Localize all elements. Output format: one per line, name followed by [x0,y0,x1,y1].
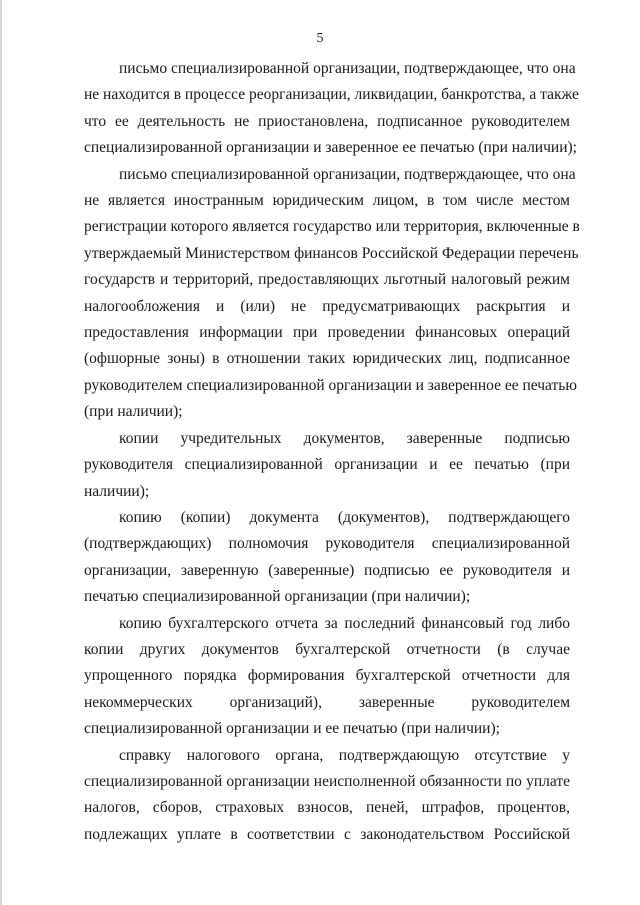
paragraph-tax-certificate [84,743,570,849]
text-line: (подтверждающих) полномочия руководителя специализированной [84,535,570,553]
text-line: печатью специализированной организации (при наличии); [84,588,471,606]
text-line: специализированной организации и заверенное ее печатью (при наличии); [84,139,577,157]
text-line: наличии); [84,482,150,500]
text-line: копии других документов бухгалтерской отчетности (в случае [84,640,570,658]
text-line: регистрации которого является государство или территория, включенные в [84,218,580,236]
paragraph-authority-documents [84,505,570,611]
text-line: специализированной организации и ее печатью (при наличии); [84,720,500,738]
text-line: предоставления информации при проведении финансовых операций [84,324,570,342]
page-edge [0,0,2,905]
paragraph-letter-not-foreign [84,162,580,426]
text-line: копию бухгалтерского отчета за последний финансовый год либо [119,614,570,632]
text-line: руководителем специализированной организации и заверенное ее печатью [84,376,577,394]
text-line: (при наличии); [84,403,183,421]
text-line: налогов, сборов, страховых взносов, пеней, штрафов, процентов, [84,799,570,817]
text-line: подлежащих уплате в соответствии с законодательством Российской [84,825,570,843]
paragraph-founding-documents [84,426,570,505]
text-line: специализированной организации неисполненной обязанности по уплате [84,772,570,790]
text-line: что ее деятельность не приостановлена, подписанное руководителем [84,112,570,130]
text-line: не находится в процессе реорганизации, ликвидации, банкротства, а также [84,86,579,104]
text-line: письмо специализированной организации, подтверждающее, что она [119,60,576,77]
document-body [84,56,580,848]
paragraph-accounting-report [84,611,570,743]
text-line: руководителя специализированной организации и ее печатью (при [84,456,570,474]
page-number: 5 [316,31,324,46]
text-line: упрощенного порядка формирования бухгалтерской отчетности для [84,667,570,685]
text-line: письмо специализированной организации, подтверждающее, что она [119,165,576,183]
text-line: некоммерческих организаций), заверенные руководителем [84,693,570,711]
text-line: не является иностранным юридическим лицом, в том числе местом [84,192,570,210]
paragraph-letter-not-reorganized [84,56,579,162]
text-line: утверждаемый Министерством финансов Российской Федерации перечень [84,244,579,262]
text-line: копии учредительных документов, заверенные подписью [119,429,570,447]
text-line: (офшорные зоны) в отношении таких юридических лиц, подписанное [84,350,570,368]
text-line: копию (копии) документа (документов), подтверждающего [119,508,570,526]
text-line: государств и территорий, предоставляющих льготный налоговый режим [84,271,570,289]
text-line: налогообложения и (или) не предусматривающих раскрытия и [84,297,570,315]
text-line: организации, заверенную (заверенные) подписью ее руководителя и [84,561,570,579]
text-line: справку налогового органа, подтверждающую отсутствие у [119,746,570,764]
